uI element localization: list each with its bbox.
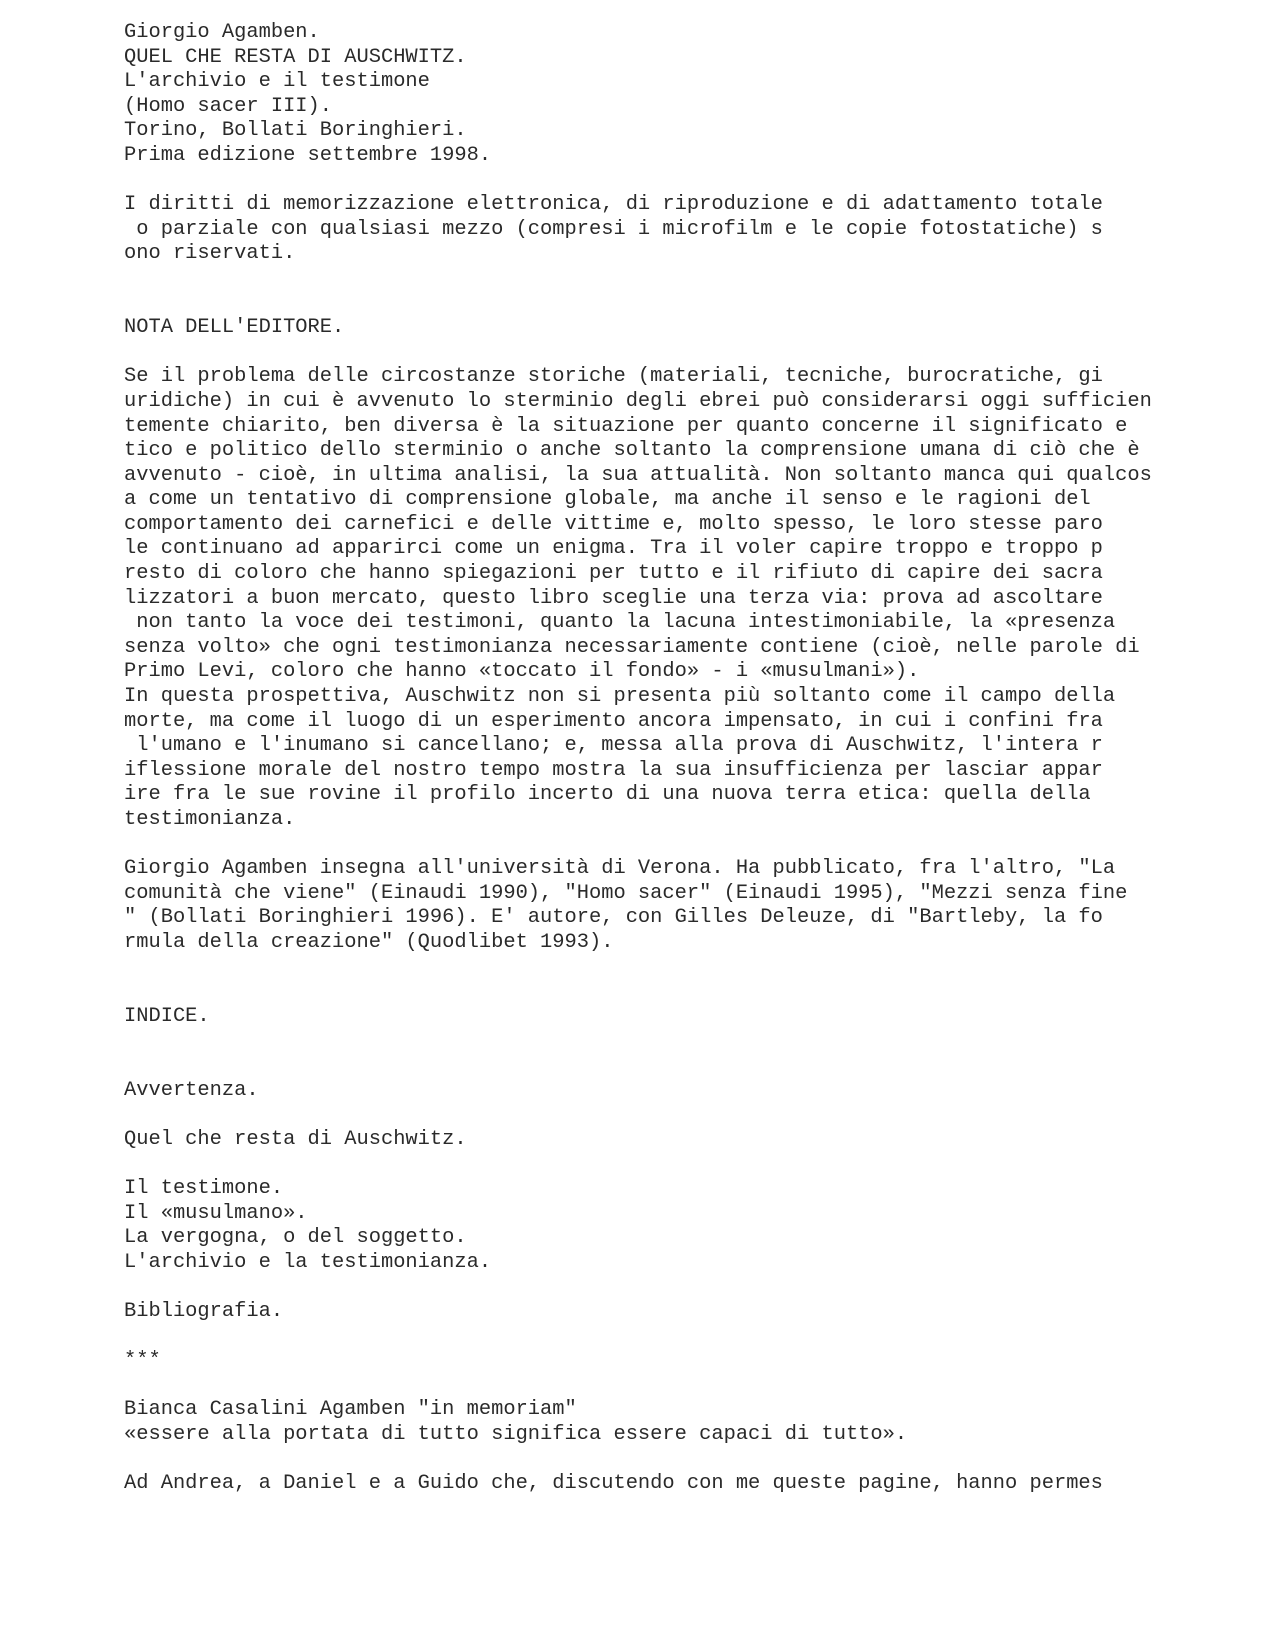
paragraph-line: morte, ma come il luogo di un esperimento ancora impensato, in cui i confini fra (124, 709, 1103, 733)
index-title: INDICE. (124, 1004, 210, 1028)
paragraph-line: iflessione morale del nostro tempo mostra la sua insufficienza per lasciar appar (124, 758, 1103, 782)
paragraph-line: Primo Levi, coloro che hanno «toccato il fondo» - i «musulmani»). (124, 660, 920, 684)
paragraph-line: In questa prospettiva, Auschwitz non si presenta più soltanto come il campo della (124, 685, 1116, 709)
rights-notice (124, 193, 1244, 267)
paragraph-line: uridiche) in cui è avvenuto lo sterminio degli ebrei può considerarsi oggi sufficien (124, 389, 1152, 413)
paragraph-line: resto di coloro che hanno spiegazioni per tutto e il rifiuto di capire dei sacra (124, 562, 1103, 586)
paragraph-line: Se il problema delle circostanze storiche (materiali, tecniche, burocratiche, gi (124, 365, 1103, 389)
toc-entry-main: Quel che resta di Auschwitz. (124, 1127, 467, 1151)
book-title: QUEL CHE RESTA DI AUSCHWITZ. (124, 45, 467, 69)
rights-line: I diritti di memorizzazione elettronica, di riproduzione e di adattamento totale (124, 193, 1103, 217)
table-of-contents (124, 1079, 1244, 1325)
paragraph-line: testimonianza. (124, 808, 296, 831)
paragraph-line: senza volto» che ogni testimonianza necessariamente contiene (cioè, nelle parole di (124, 635, 1140, 659)
toc-chapter: L'archivio e la testimonianza. (124, 1250, 492, 1274)
series-name: (Homo sacer III). (124, 94, 333, 118)
author-bio (124, 857, 1244, 955)
toc-entry-bibliografia: Bibliografia. (124, 1299, 284, 1323)
header-block (124, 21, 1244, 169)
paragraph-line: temente chiarito, ben diversa è la situazione per quanto concerne il significato e (124, 414, 1128, 438)
section-separator: *** (124, 1349, 161, 1373)
paragraph-line: l'umano e l'inumano si cancellano; e, messa alla prova di Auschwitz, l'intera r (124, 734, 1103, 758)
paragraph-line: le continuano ad apparirci come un enigma. Tra il voler capire troppo e troppo p (124, 537, 1103, 561)
acknowledgment (124, 1472, 1244, 1497)
book-subtitle: L'archivio e il testimone (124, 70, 430, 94)
rights-line: ono riservati. (124, 242, 296, 266)
bio-line: rmula della creazione" (Quodlibet 1993). (124, 930, 614, 954)
paragraph-line: tico e politico dello sterminio o anche soltanto la comprensione umana di ciò che è (124, 439, 1140, 463)
toc-chapter: Il «musulmano». (124, 1201, 308, 1225)
bio-line: " (Bollati Boringhieri 1996). E' autore, con Gilles Deleuze, di "Bartleby, la fo (124, 906, 1103, 930)
toc-chapter: La vergogna, o del soggetto. (124, 1226, 467, 1250)
paragraph-line: lizzatori a buon mercato, questo libro sceglie una terza via: prova ad ascoltare (124, 586, 1103, 610)
document-page (124, 21, 1244, 1497)
paragraph-line: avvenuto - cioè, in ultima analisi, la sua attualità. Non soltanto manca qui qualcos (124, 463, 1152, 487)
editor-note-body (124, 365, 1244, 832)
toc-entry-avvertenza: Avvertenza. (124, 1078, 259, 1102)
editor-note-title: NOTA DELL'EDITORE. (124, 316, 345, 340)
publisher: Torino, Bollati Boringhieri. (124, 119, 467, 143)
dedication (124, 1398, 1244, 1447)
paragraph-line: comportamento dei carnefici e delle vittime e, molto spesso, le loro stesse paro (124, 512, 1103, 536)
paragraph-line: ire fra le sue rovine il profilo incerto di una nuova terra etica: quella della (124, 783, 1091, 807)
author-name: Giorgio Agamben. (124, 21, 320, 44)
bio-line: comunità che viene" (Einaudi 1990), "Homo sacer" (Einaudi 1995), "Mezzi senza fine (124, 881, 1128, 905)
paragraph-line: non tanto la voce dei testimoni, quanto la lacuna intestimoniabile, la «presenza (124, 611, 1116, 635)
acknowledgment-line: Ad Andrea, a Daniel e a Guido che, discutendo con me queste pagine, hanno permes (124, 1472, 1103, 1496)
edition-info: Prima edizione settembre 1998. (124, 143, 492, 167)
epigraph-line: «essere alla portata di tutto significa essere capaci di tutto». (124, 1422, 908, 1446)
rights-line: o parziale con qualsiasi mezzo (compresi i microfilm e le copie fotostatiche) s (124, 217, 1103, 241)
toc-chapter: Il testimone. (124, 1176, 284, 1200)
paragraph-line: a come un tentativo di comprensione globale, ma anche il senso e le ragioni del (124, 488, 1091, 512)
dedication-line: Bianca Casalini Agamben "in memoriam" (124, 1398, 577, 1422)
bio-line: Giorgio Agamben insegna all'università di Verona. Ha pubblicato, fra l'altro, "La (124, 857, 1116, 881)
